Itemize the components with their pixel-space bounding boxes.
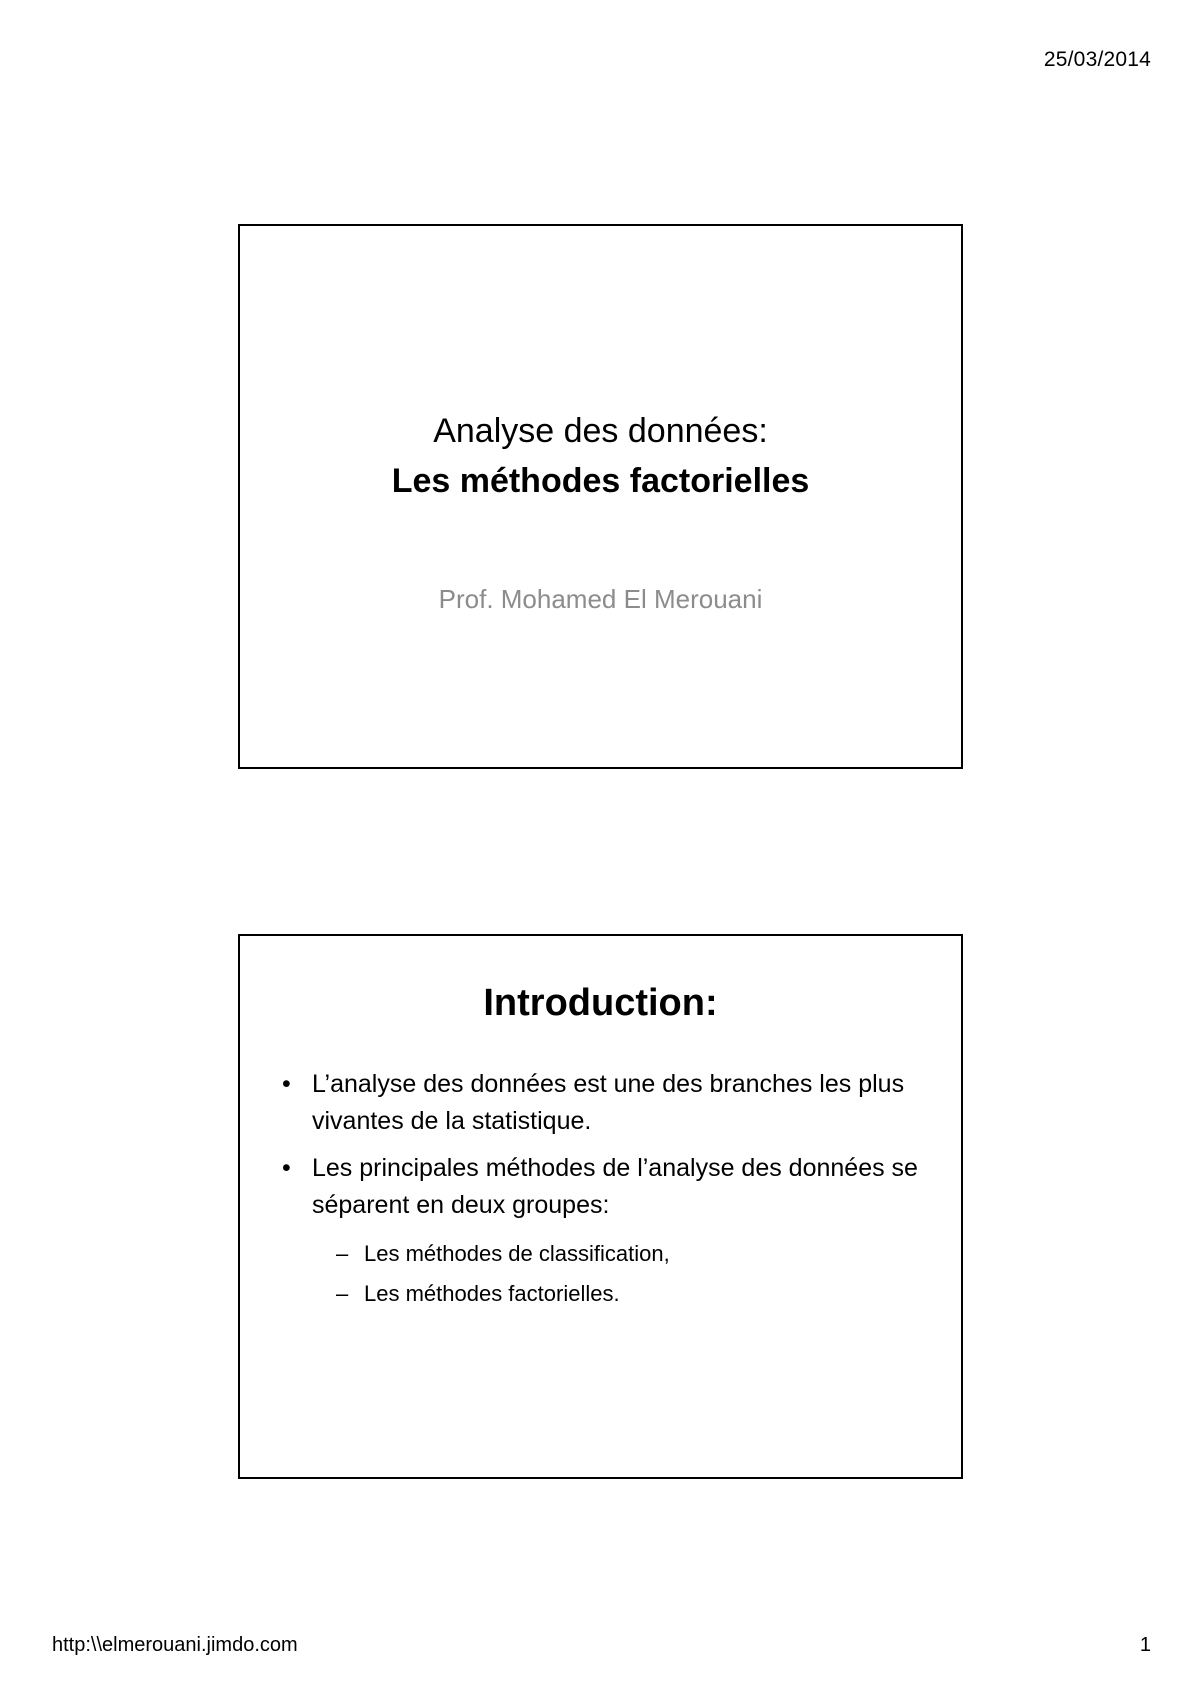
page-number: 1 [1139, 1634, 1151, 1656]
slide-title-line2: Les méthodes factorielles [391, 462, 810, 500]
intro-title: Introduction: [483, 982, 718, 1024]
bullet-text: Les principales méthodes de l’analyse des données se séparent en deux groupes: [312, 1154, 918, 1219]
bullet-icon: • [282, 1154, 291, 1182]
introduction-slide [238, 934, 963, 1479]
bullet-text: L’analyse des données est une des branches les plus vivantes de la statistique. [312, 1070, 905, 1135]
header-date: 25/03/2014 [1043, 48, 1151, 71]
bullet-item [278, 1066, 931, 1140]
dash-icon: – [336, 1281, 349, 1306]
dash-icon: – [336, 1241, 349, 1266]
slide-title-line1: Analyse des données: [433, 412, 768, 450]
slide-author: Prof. Mohamed El Merouani [438, 584, 763, 614]
sub-bullet-text: Les méthodes factorielles. [364, 1281, 620, 1306]
title-slide [238, 224, 963, 769]
bullet-item [278, 1150, 931, 1224]
bullet-icon: • [282, 1070, 291, 1098]
footer-url: http:\\elmerouani.jimdo.com [52, 1634, 298, 1656]
sub-bullet-item [278, 1234, 931, 1274]
title-block [240, 406, 961, 506]
sub-bullet-text: Les méthodes de classification, [364, 1241, 670, 1266]
bullet-list [278, 1066, 931, 1314]
sub-bullet-item [278, 1274, 931, 1314]
